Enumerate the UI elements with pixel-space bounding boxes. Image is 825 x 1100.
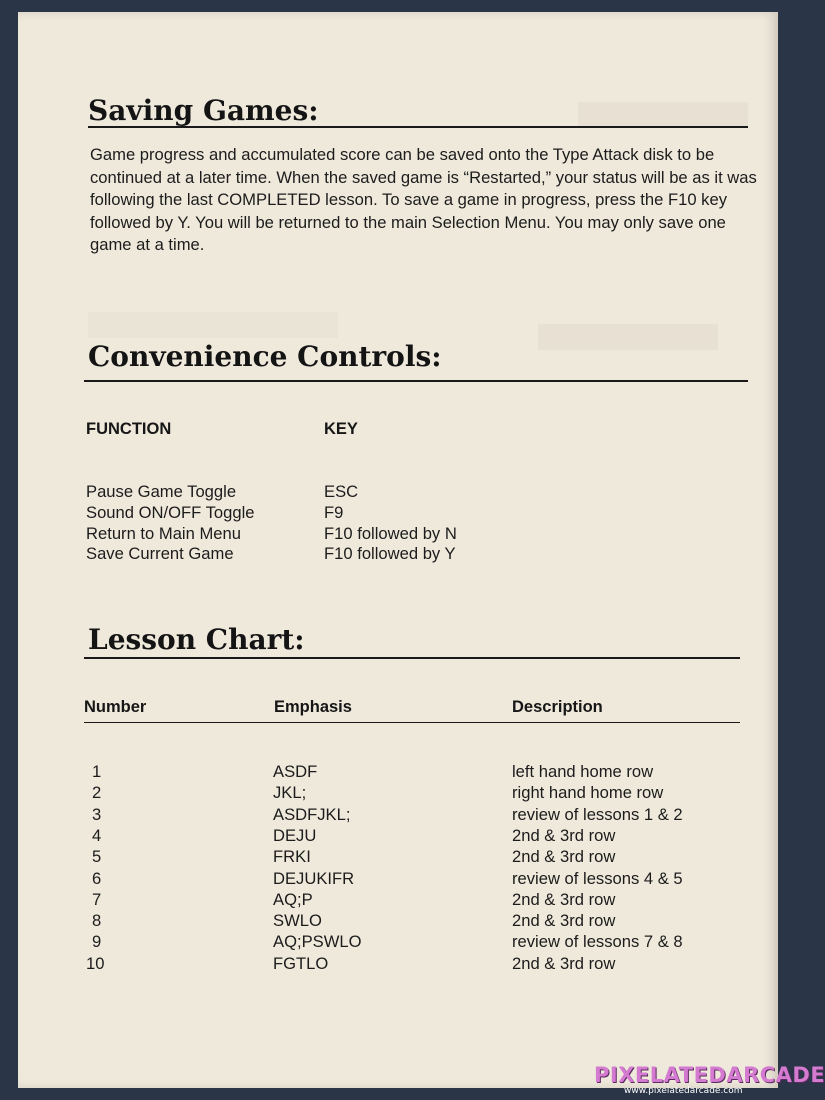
lesson-number: 9 xyxy=(92,932,102,952)
control-function: Pause Game Toggle xyxy=(86,482,237,501)
lesson-emphasis: DEJUKIFR xyxy=(273,868,355,888)
lesson-description: review of lessons 1 & 2 xyxy=(512,804,683,824)
lesson-emphasis: DEJU xyxy=(273,825,317,845)
bleed-through-mark xyxy=(88,312,338,338)
control-key: F10 followed by Y xyxy=(324,544,456,564)
lesson-number: 6 xyxy=(92,868,102,888)
lesson-number: 3 xyxy=(92,804,102,824)
lesson-number: 8 xyxy=(92,911,102,931)
lesson-number: 4 xyxy=(92,825,102,845)
saving-games-heading: Saving Games: xyxy=(88,94,319,127)
lesson-emphasis: FGTLO xyxy=(273,953,329,973)
function-column-header: FUNCTION xyxy=(86,420,172,438)
lesson-description: 2nd & 3rd row xyxy=(512,911,616,931)
page-fold-shadow xyxy=(775,12,778,1088)
bleed-through-mark xyxy=(578,102,748,128)
lesson-emphasis: SWLO xyxy=(273,911,322,931)
saving-games-paragraph: Game progress and accumulated score can be saved onto the Type Attack disk to be continued at a later time. When the saved game is “Restarted,” your status will be as it was following the last COMPLETED lesson. To save a game in progress, press the F10 key followed by Y. You will be returned to the main Selection Menu. You may only save one game at a time. xyxy=(90,145,757,255)
lesson-description: 2nd & 3rd row xyxy=(512,953,616,973)
lesson-number: 5 xyxy=(92,847,102,867)
lesson-number: 7 xyxy=(92,889,102,909)
control-key: F9 xyxy=(324,502,344,522)
manual-page xyxy=(18,12,778,1088)
control-function: Return to Main Menu xyxy=(86,523,241,543)
description-column-header: Description xyxy=(512,698,603,716)
convenience-controls-heading: Convenience Controls: xyxy=(88,340,442,373)
lesson-emphasis: JKL; xyxy=(273,783,307,803)
saving-games-rule xyxy=(88,126,748,128)
lesson-emphasis: AQ;P xyxy=(273,889,313,909)
convenience-controls-rule xyxy=(84,380,748,382)
lesson-number: 1 xyxy=(92,762,102,781)
lesson-chart-header-rule xyxy=(84,722,740,723)
lesson-description: right hand home row xyxy=(512,783,664,803)
lesson-emphasis: ASDFJKL; xyxy=(273,804,351,824)
bleed-through-mark xyxy=(538,324,718,350)
control-function: Sound ON/OFF Toggle xyxy=(86,502,255,522)
lesson-emphasis: ASDF xyxy=(273,762,318,781)
lesson-emphasis: AQ;PSWLO xyxy=(273,932,362,952)
number-column-header: Number xyxy=(84,698,147,716)
emphasis-column-header: Emphasis xyxy=(274,698,352,716)
lesson-emphasis: FRKI xyxy=(273,847,311,867)
lesson-description: review of lessons 7 & 8 xyxy=(512,932,683,952)
lesson-description: left hand home row xyxy=(512,762,654,781)
control-key: ESC xyxy=(324,482,359,501)
lesson-chart-rule xyxy=(84,657,740,659)
lesson-description: 2nd & 3rd row xyxy=(512,889,616,909)
lesson-number: 2 xyxy=(92,783,102,803)
control-function: Save Current Game xyxy=(86,544,234,564)
watermark-url: www.pixelatedarcade.com xyxy=(624,1086,743,1096)
control-key: F10 followed by N xyxy=(324,523,457,543)
lesson-description: 2nd & 3rd row xyxy=(512,825,616,845)
lesson-description: 2nd & 3rd row xyxy=(512,847,616,867)
lesson-chart-heading: Lesson Chart: xyxy=(88,623,305,656)
key-column-header: KEY xyxy=(324,420,358,438)
watermark-logo: PIXELATEDARCADE xyxy=(594,1063,825,1087)
lesson-number: 10 xyxy=(86,953,105,973)
lesson-description: review of lessons 4 & 5 xyxy=(512,868,683,888)
